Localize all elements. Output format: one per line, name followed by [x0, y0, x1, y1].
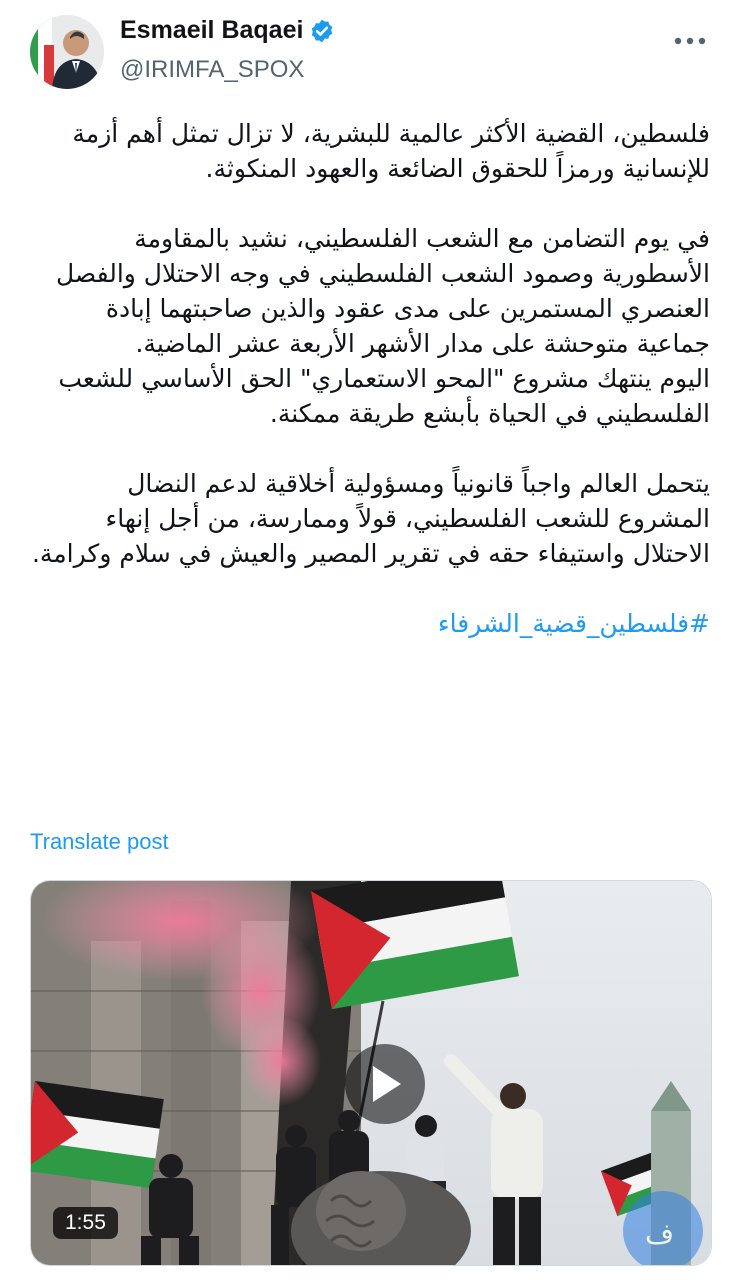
tweet-paragraph: يتحمل العالم واجباً قانونياً ومسؤولية أخلاقية لدعم النضال المشروع للشعب الفلسطيني، قولاً وممارسة، من أجل إنهاء الاحتلال واستيفاء حقه في تقرير المصير والعيش في سلام وكرامة.: [31, 469, 710, 568]
author-handle[interactable]: @IRIMFA_SPOX: [120, 56, 305, 83]
video-duration: 1:55: [53, 1207, 118, 1239]
more-options-icon[interactable]: [673, 22, 707, 53]
tweet-paragraph: فلسطين، القضية الأكثر عالمية للبشرية، لا تزال تمثل أهم أزمة للإنسانية ورمزاً للحقوق الضائعة والعهود المنكوثة.: [72, 119, 710, 183]
author-name-row[interactable]: [120, 16, 335, 45]
avatar[interactable]: [30, 15, 104, 89]
play-icon[interactable]: [345, 1044, 425, 1124]
tweet-header: [0, 0, 739, 100]
author-name[interactable]: Esmaeil Baqaei: [120, 16, 304, 44]
translate-post-link[interactable]: Translate post: [30, 829, 169, 854]
avatar-image: [30, 15, 104, 89]
video-media[interactable]: [30, 880, 712, 1266]
svg-text:ف: ف: [645, 1217, 675, 1250]
hashtag-link[interactable]: #فلسطين_قضية_الشرفاء: [437, 609, 710, 638]
tweet-paragraph: في يوم التضامن مع الشعب الفلسطيني، نشيد بالمقاومة الأسطورية وصمود الشعب الفلسطيني في وجه الاحتلال والفصل العنصري المستمرين على مدى عقود والذين صاحبتهما إبادة جماعية متوحشة على مدار الأشهر الأربعة عشر الماضية.: [55, 224, 710, 358]
tweet-paragraph: اليوم ينتهك مشروع "المحو الاستعماري" الحق الأساسي للشعب الفلسطيني في الحياة بأبشع طريقة ممكنة.: [58, 364, 710, 428]
verified-badge-icon: [309, 18, 335, 44]
tweet-body: [30, 116, 710, 641]
